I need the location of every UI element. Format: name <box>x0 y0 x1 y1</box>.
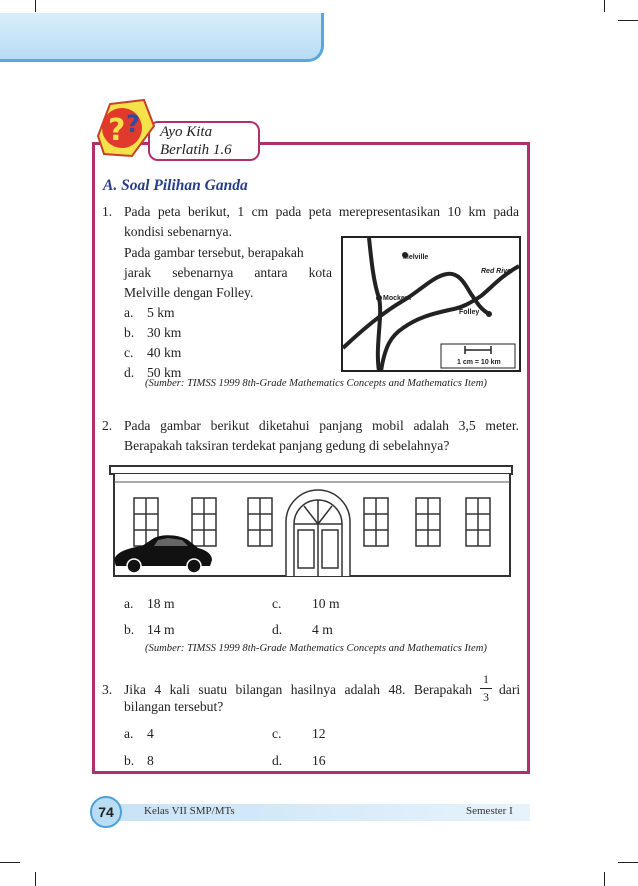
q3-option-letter: c. <box>272 726 282 741</box>
q3-option-text: 12 <box>312 726 326 741</box>
tab-line2: Berlatih 1.6 <box>160 142 232 158</box>
crop-mark <box>604 0 605 12</box>
q1-number: 1. <box>102 204 113 219</box>
q1-option-text: 50 km <box>147 365 182 380</box>
q3-line1: Jika 4 kali suatu bilangan hasilnya adalah 48. Berapakah <box>124 682 472 697</box>
q2-option-letter: d. <box>272 622 283 637</box>
fraction-numerator: 1 <box>483 672 489 686</box>
q3-option-letter: a. <box>124 726 134 741</box>
page-number: 74 <box>90 796 122 828</box>
svg-text:?: ? <box>108 113 126 148</box>
map-label-mockem: Mockem <box>383 295 412 302</box>
header-bar <box>0 13 324 62</box>
window <box>466 498 490 546</box>
q1-option-letter: c. <box>124 345 134 360</box>
q2-option-text: 10 m <box>312 596 340 611</box>
q2-option-text: 4 m <box>312 622 333 637</box>
q3-line2: bilangan tersebut? <box>124 699 224 714</box>
q1-option-letter: b. <box>124 325 135 340</box>
q1-side1: Pada gambar tersebut, berapakah <box>124 245 304 260</box>
crop-mark <box>618 20 638 21</box>
tab-line1: Ayo Kita <box>160 124 213 140</box>
window <box>248 498 272 546</box>
q2-number: 2. <box>102 418 113 433</box>
q1-option-text: 40 km <box>147 345 182 360</box>
building-figure <box>108 460 514 580</box>
svg-text:?: ? <box>126 110 140 138</box>
q3-option-letter: d. <box>272 753 283 768</box>
footer-right: Semester I <box>466 805 513 817</box>
q3-option-text: 4 <box>147 726 154 741</box>
q1-line1: Pada peta berikut, 1 cm pada peta merepresentasikan 10 km pada <box>124 204 519 219</box>
q1-side3: Melville dengan Folley. <box>124 285 254 300</box>
fraction-bar <box>480 688 492 689</box>
q1-source: (Sumber: TIMSS 1999 8th-Grade Mathematics Concepts and Mathematics Item) <box>145 378 487 389</box>
city-marker <box>486 311 492 317</box>
q3-option-text: 16 <box>312 753 326 768</box>
q1-option-letter: d. <box>124 365 135 380</box>
q2-line1: Pada gambar berikut diketahui panjang mobil adalah 3,5 meter. <box>124 418 519 433</box>
crop-mark <box>618 862 638 863</box>
map-label-red-river: Red River <box>481 268 514 275</box>
footer-left: Kelas VII SMP/MTs <box>144 805 235 817</box>
q3-option-text: 8 <box>147 753 154 768</box>
q2-line2: Berapakah taksiran terdekat panjang gedung di sebelahnya? <box>124 438 450 453</box>
q2-source: (Sumber: TIMSS 1999 8th-Grade Mathematics Concepts and Mathematics Item) <box>145 643 487 654</box>
window <box>416 498 440 546</box>
question-mark-icon <box>92 96 162 162</box>
q1-option-letter: a. <box>124 305 134 320</box>
q2-option-text: 18 m <box>147 596 175 611</box>
q1-option-text: 30 km <box>147 325 182 340</box>
fraction-denominator: 3 <box>483 690 489 704</box>
q2-option-letter: c. <box>272 596 282 611</box>
q1-line2: kondisi sebenarnya. <box>124 224 232 239</box>
crop-mark <box>35 0 36 12</box>
crop-mark <box>35 872 36 886</box>
section-title: A. Soal Pilihan Ganda <box>103 177 248 194</box>
q2-option-letter: a. <box>124 596 134 611</box>
map-label-folley: Folley <box>459 309 480 316</box>
map-label-melville: Melville <box>403 254 429 261</box>
q2-option-text: 14 m <box>147 622 175 637</box>
q3-option-letter: b. <box>124 753 135 768</box>
crop-mark <box>0 862 20 863</box>
city-marker <box>376 295 382 301</box>
q1-side2: jarak sebenarnya antara kota <box>124 265 332 280</box>
map-scale-label: 1 cm = 10 km <box>457 359 501 366</box>
q3-dari: dari <box>499 682 521 697</box>
map-figure <box>341 236 521 372</box>
window <box>192 498 216 546</box>
q1-option-text: 5 km <box>147 305 175 320</box>
window <box>364 498 388 546</box>
q3-number: 3. <box>102 682 113 697</box>
q2-option-letter: b. <box>124 622 135 637</box>
crop-mark <box>604 872 605 886</box>
door <box>286 490 350 576</box>
